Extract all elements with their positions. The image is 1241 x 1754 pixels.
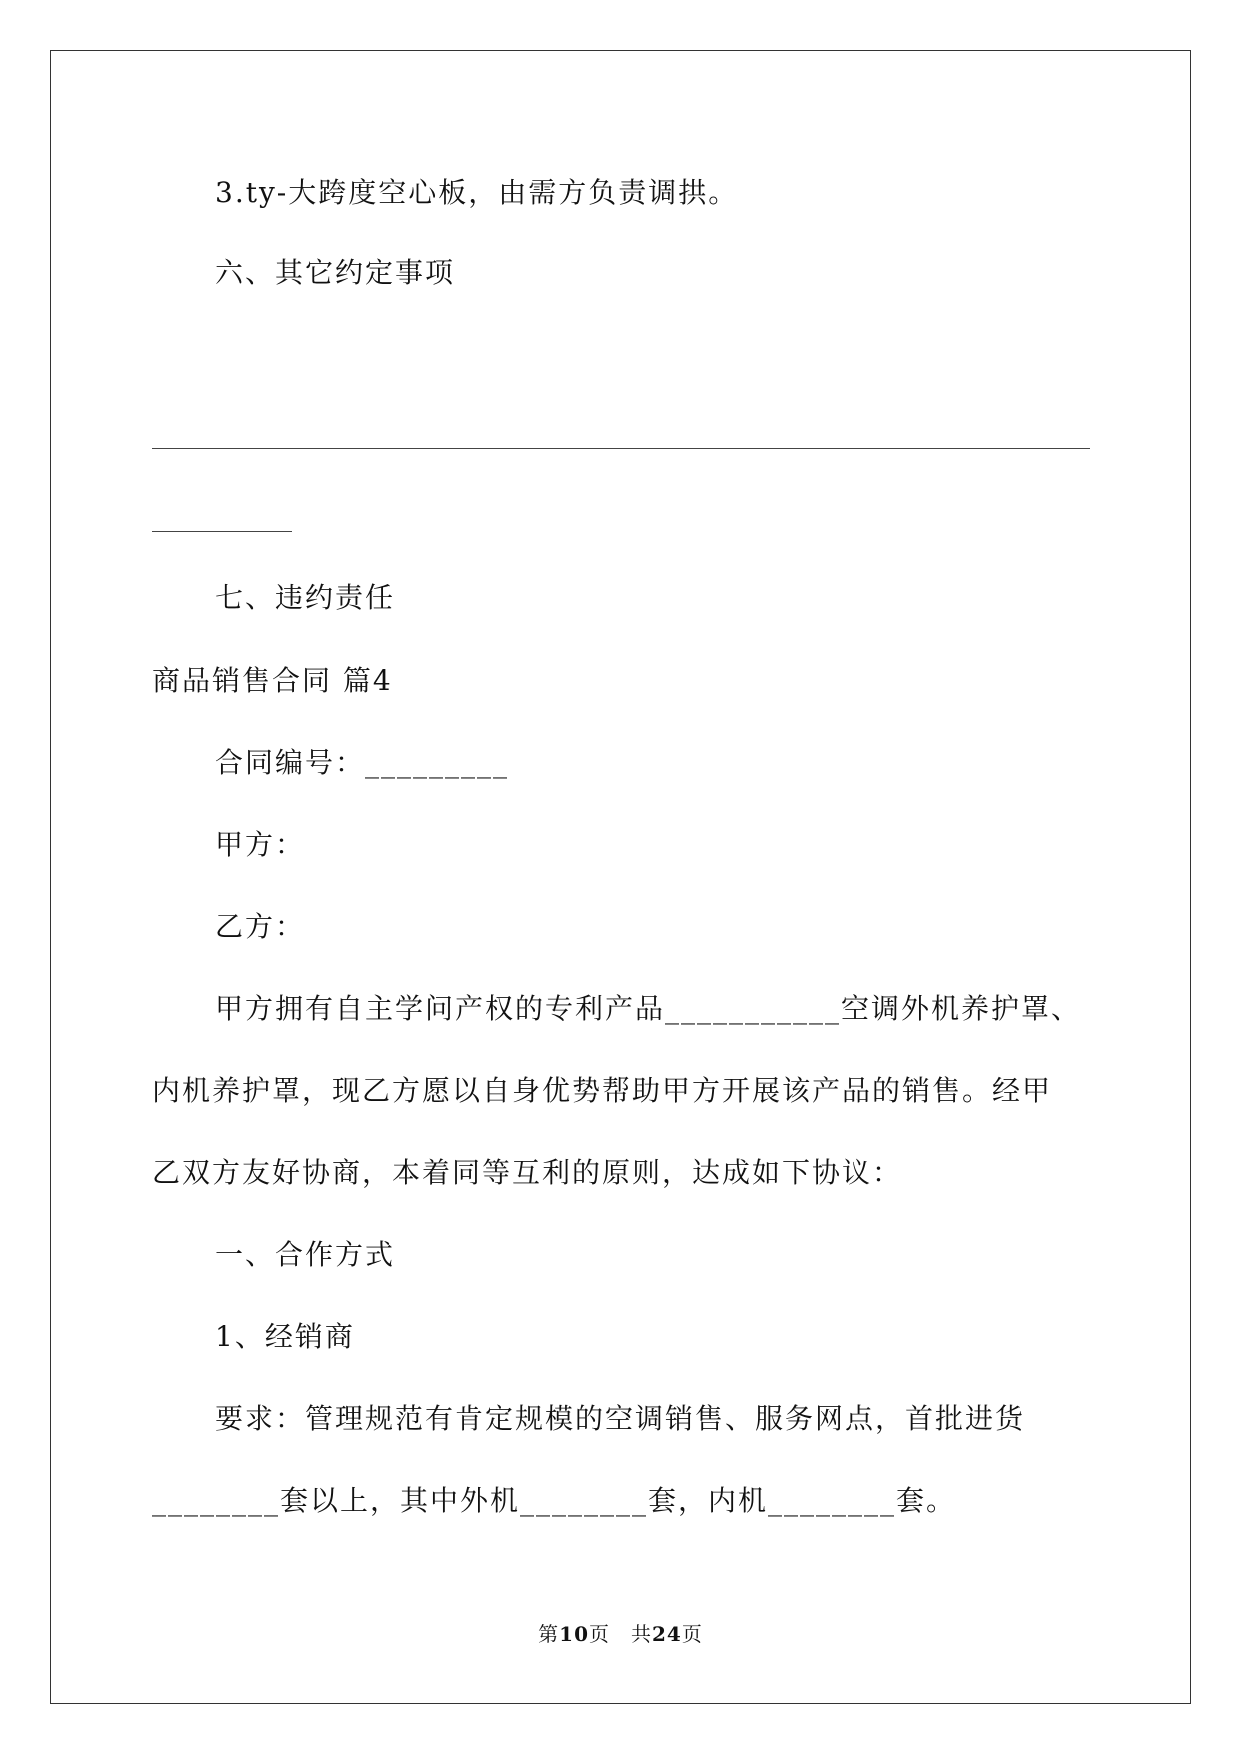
- contract-title: 商品销售合同 篇4: [152, 664, 393, 697]
- intro-line-1: 甲方拥有自主学问产权的专利产品___________空调外机养护罩、: [215, 992, 1082, 1025]
- footer-page-total: 24: [652, 1622, 682, 1646]
- party-b: 乙方：: [215, 910, 306, 943]
- heading-other-terms: 六、其它约定事项: [215, 256, 456, 289]
- requirements-line-2: ________套以上，其中外机________套，内机________套。: [152, 1484, 957, 1517]
- page-footer: [0, 1622, 1241, 1646]
- paragraph-hollow-slab: 3.ty-大跨度空心板，由需方负责调拱。: [215, 176, 739, 209]
- requirements-line-1: 要求：管理规范有肯定规模的空调销售、服务网点，首批进货: [215, 1402, 1026, 1435]
- fill-in-line-short: [152, 531, 292, 532]
- contract-number: 合同编号：_________: [215, 746, 510, 779]
- party-a: 甲方：: [215, 828, 306, 861]
- footer-prefix: 第: [538, 1622, 560, 1646]
- fill-in-line-long: [152, 448, 1090, 449]
- intro-line-2: 内机养护罩，现乙方愿以自身优势帮助甲方开展该产品的销售。经甲: [152, 1074, 1053, 1107]
- footer-mid: 页 共: [589, 1622, 652, 1646]
- page-frame: [50, 50, 1191, 1704]
- heading-distributor: 1、经销商: [215, 1320, 355, 1353]
- heading-breach-liability: 七、违约责任: [215, 581, 396, 614]
- footer-page-number: 10: [559, 1622, 589, 1646]
- footer-suffix: 页: [681, 1622, 703, 1646]
- intro-line-3: 乙双方友好协商，本着同等互利的原则，达成如下协议：: [152, 1156, 903, 1189]
- heading-cooperation: 一、合作方式: [215, 1238, 396, 1271]
